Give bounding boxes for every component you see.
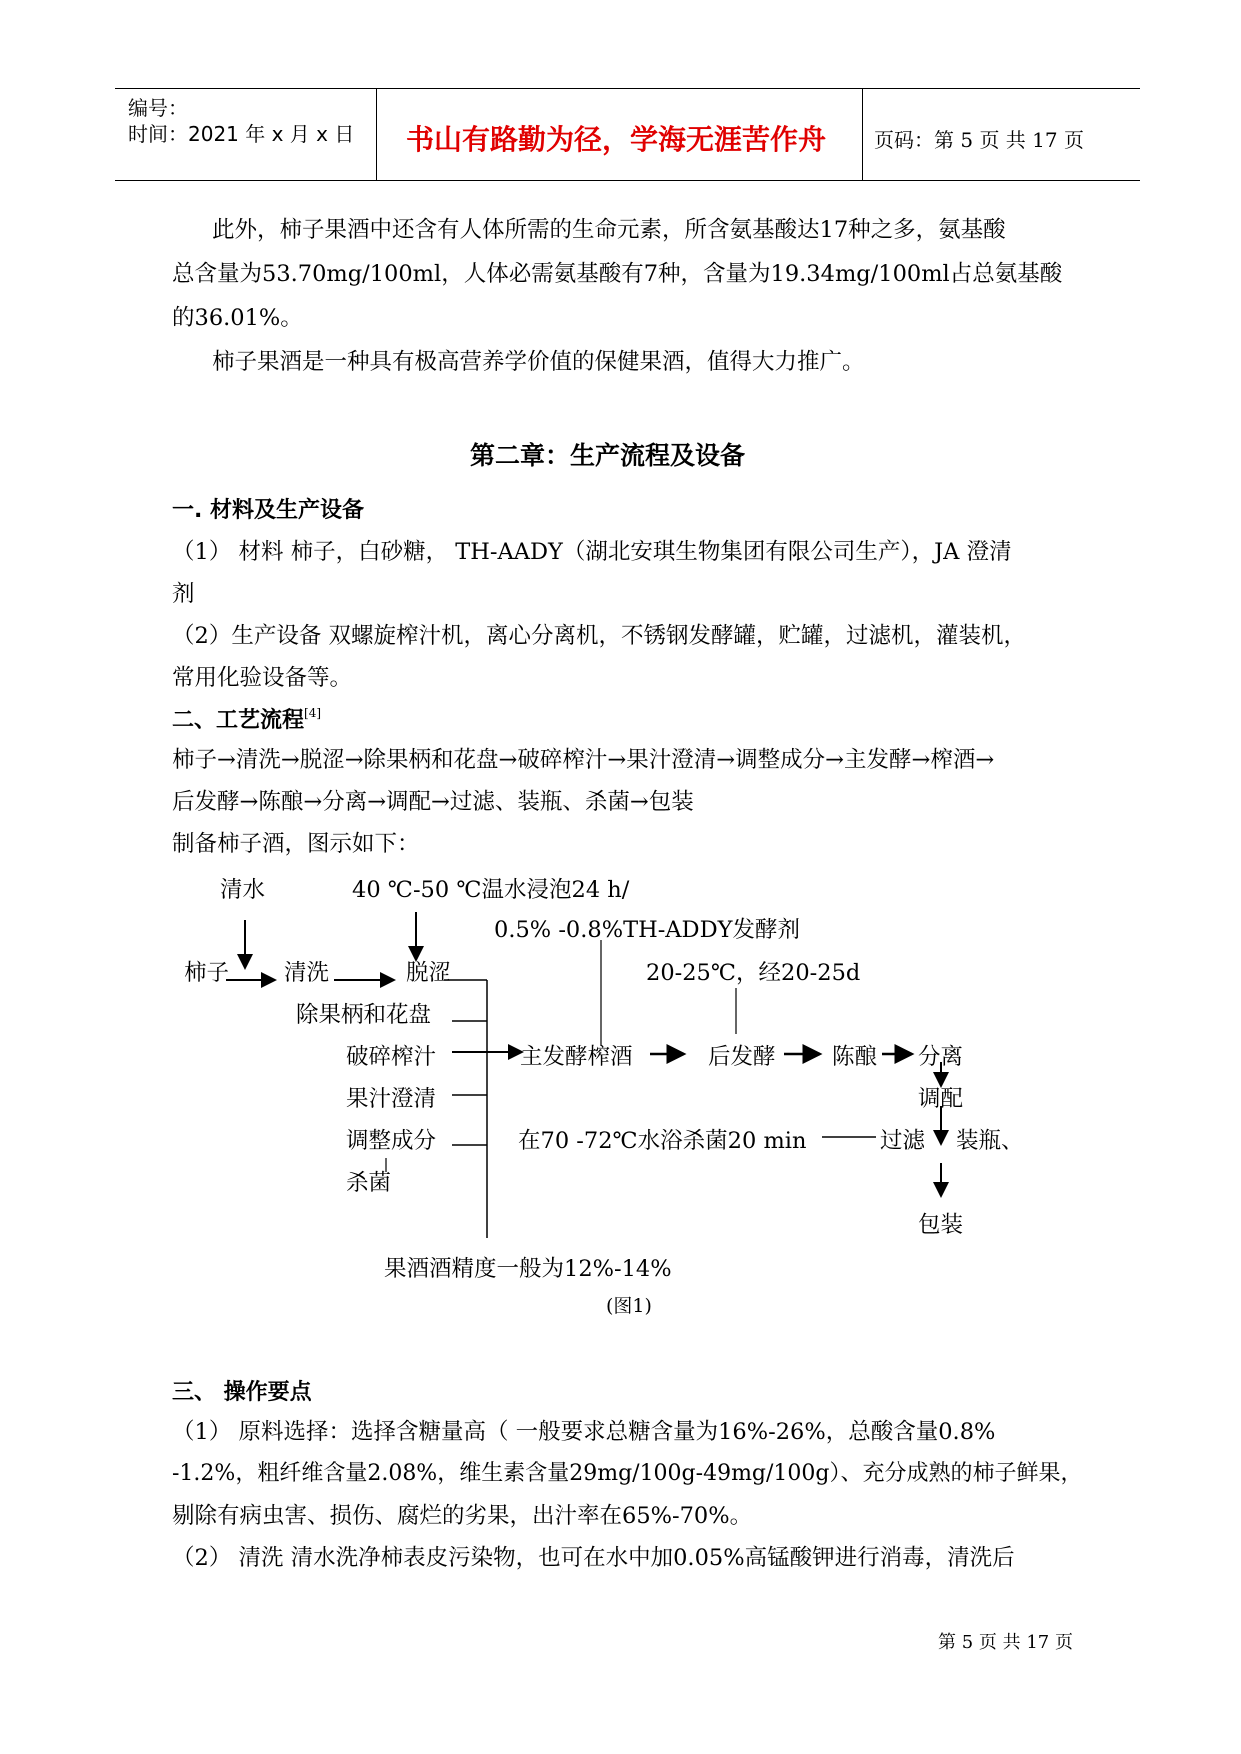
label-package: 包装: [918, 1212, 964, 1238]
label-soak: 40 ℃-50 ℃温水浸泡24 h/: [352, 877, 630, 903]
figure-intro: 制备柿子酒，图示如下：: [172, 831, 420, 857]
section1-item2-line2: 常用化验设备等。: [172, 665, 353, 691]
label-separate: 分离: [918, 1044, 964, 1070]
process-flow-line1: 柿子→清洗→脱涩→除果柄和花盘→破碎榨汁→果汁澄清→调整成分→主发酵→榨酒→: [172, 747, 995, 773]
label-deastringe: 脱涩: [406, 960, 452, 986]
footer-page-number: 第 5 页 共 17 页: [938, 1632, 1073, 1653]
section1-item2-line1: （2）生产设备 双螺旋榨汁机，离心分离机，不锈钢发酵罐，贮罐，过滤机，灌装机，: [172, 623, 1026, 649]
label-post-ferment: 后发酵: [708, 1044, 776, 1070]
document-number-label: 编号：: [128, 96, 188, 120]
label-aging: 陈酿: [832, 1044, 878, 1070]
label-remove-stem: 除果柄和花盘: [296, 1002, 432, 1028]
section3-item2-line1: （2） 清洗 清水洗净柿表皮污染物，也可在水中加0.05%高锰酸钾进行消毒，清洗后: [172, 1545, 1015, 1571]
label-alcohol: 果酒酒精度一般为12%-14%: [384, 1256, 672, 1282]
section3-item1-line2: -1.2%，粗纤维含量2.08%，维生素含量29mg/100g-49mg/100g）、充分成熟的柿子鲜果，: [172, 1461, 1083, 1486]
label-water: 清水: [220, 877, 266, 903]
label-ferment-cond: 20-25℃，经20-25d: [646, 960, 861, 986]
label-sterilize: 杀菌: [346, 1170, 392, 1196]
intro-para2: 柿子果酒是一种具有极高营养学价值的保健果酒，值得大力推广。: [212, 349, 865, 375]
section3-item1-line3: 剔除有病虫害、损伤、腐烂的劣果，出汁率在65%-70%。: [172, 1503, 753, 1529]
section2-heading: 二、工艺流程: [172, 708, 305, 733]
section1-heading: 一. 材料及生产设备: [172, 498, 365, 523]
header-page-label: 页码：第 5 页 共 17 页: [874, 128, 1084, 152]
section1-item1-line2: 剂: [172, 581, 195, 607]
label-wash: 清洗: [284, 960, 330, 986]
figure-caption: (图1): [606, 1295, 652, 1317]
section3-item1-line1: （1） 原料选择：选择含糖量高（ 一般要求总糖含量为16%-26%，总酸含量0.8%: [172, 1419, 996, 1445]
section1-item1-line1: （1） 材料 柿子，白砂糖， TH-AADY（湖北安琪生物集团有限公司生产），JA 澄清: [172, 539, 1012, 565]
process-flow-line2: 后发酵→陈酿→分离→调配→过滤、装瓶、杀菌→包装: [172, 789, 694, 815]
document-time-label: 时间：2021 年 x 月 x 日: [128, 122, 355, 146]
section3-heading: 三、 操作要点: [172, 1380, 312, 1405]
intro-para1-line3: 的36.01%。: [172, 305, 303, 331]
label-crush: 破碎榨汁: [346, 1044, 437, 1070]
label-main-ferment: 主发酵榨酒: [520, 1044, 633, 1070]
section2-ref: [4]: [304, 706, 322, 720]
label-clarify: 果汁澄清: [346, 1086, 437, 1112]
intro-para1-line2: 总含量为53.70mg/100ml，人体必需氨基酸有7种，含量为19.34mg/100ml占总氨基酸: [172, 261, 1063, 287]
header-motto: 书山有路勤为径，学海无涯苦作舟: [406, 123, 827, 156]
label-yeast: 0.5% -0.8%TH-ADDY发酵剂: [494, 917, 800, 943]
label-adjust: 调整成分: [346, 1128, 437, 1154]
intro-para1-line1: 此外，柿子果酒中还含有人体所需的生命元素，所含氨基酸达17种之多，氨基酸: [212, 217, 1006, 243]
label-bottle: 装瓶、: [956, 1128, 1024, 1154]
label-persimmon: 柿子: [184, 960, 230, 986]
label-sterilize-cond: 在70 -72℃水浴杀菌20 min: [518, 1128, 807, 1154]
label-filter: 过滤: [880, 1128, 926, 1154]
chapter-title: 第二章：生产流程及设备: [470, 441, 746, 470]
label-blend: 调配: [918, 1086, 964, 1112]
